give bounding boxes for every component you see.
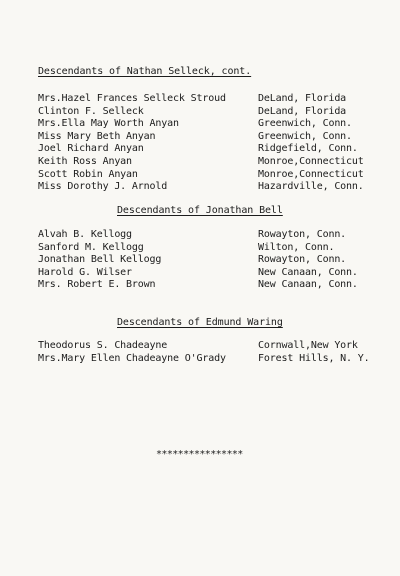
entry-row <box>0 93 400 106</box>
entry-place: Forest Hills, N. Y. <box>258 352 370 364</box>
entry-row <box>0 279 400 292</box>
entry-row <box>0 353 400 366</box>
entry-place: New Canaan, Conn. <box>258 266 358 278</box>
entry-row <box>0 340 400 353</box>
entry-name: Jonathan Bell Kellogg <box>38 254 162 266</box>
entry-row <box>0 267 400 280</box>
section-heading-edmund-waring: Descendants of Edmund Waring <box>117 317 283 328</box>
entry-row <box>0 169 400 182</box>
entry-row <box>0 131 400 144</box>
entry-name: Joel Richard Anyan <box>38 143 144 155</box>
entry-place: Rowayton, Conn. <box>258 229 347 240</box>
entry-name: Miss Dorothy J. Arnold <box>38 181 168 193</box>
entry-name: Sanford M. Kellogg <box>38 241 144 253</box>
section-heading-nathan-selleck: Descendants of Nathan Selleck, cont. <box>38 66 252 77</box>
entry-row <box>0 106 400 119</box>
entry-row <box>0 229 400 242</box>
entry-name: Mrs.Mary Ellen Chadeayne O'Grady <box>38 352 226 364</box>
entry-place: DeLand, Florida <box>258 105 347 117</box>
entry-name: Keith Ross Anyan <box>38 155 132 167</box>
entry-place: Ridgefield, Conn. <box>258 143 358 155</box>
entry-name: Scott Robin Anyan <box>38 168 138 180</box>
entry-place: Cornwall,New York <box>258 340 358 351</box>
entry-place: New Canaan, Conn. <box>258 279 358 291</box>
entry-place: DeLand, Florida <box>258 93 347 104</box>
entry-name: Mrs.Hazel Frances Selleck Stroud <box>38 93 226 104</box>
entry-name: Clinton F. Selleck <box>38 105 144 117</box>
section-edmund-waring <box>0 340 400 365</box>
entry-row <box>0 143 400 156</box>
entry-place: Monroe,Connecticut <box>258 155 364 167</box>
section-heading-jonathan-bell: Descendants of Jonathan Bell <box>117 205 283 216</box>
entry-place: Greenwich, Conn. <box>258 130 352 142</box>
entry-row <box>0 181 400 194</box>
separator-asterisks: **************** <box>156 449 243 460</box>
entry-place: Greenwich, Conn. <box>258 118 352 130</box>
section-nathan-selleck <box>0 93 400 194</box>
entry-name: Mrs. Robert E. Brown <box>38 279 156 291</box>
entry-row <box>0 118 400 131</box>
entry-row <box>0 242 400 255</box>
entry-name: Theodorus S. Chadeayne <box>38 340 168 351</box>
entry-place: Wilton, Conn. <box>258 241 335 253</box>
entry-name: Mrs.Ella May Worth Anyan <box>38 118 179 130</box>
entry-row <box>0 254 400 267</box>
section-jonathan-bell <box>0 229 400 292</box>
entry-row <box>0 156 400 169</box>
entry-name: Harold G. Wilser <box>38 266 132 278</box>
entry-name: Alvah B. Kellogg <box>38 229 132 240</box>
entry-name: Miss Mary Beth Anyan <box>38 130 156 142</box>
entry-place: Rowayton, Conn. <box>258 254 347 266</box>
entry-place: Hazardville, Conn. <box>258 181 364 193</box>
entry-place: Monroe,Connecticut <box>258 168 364 180</box>
